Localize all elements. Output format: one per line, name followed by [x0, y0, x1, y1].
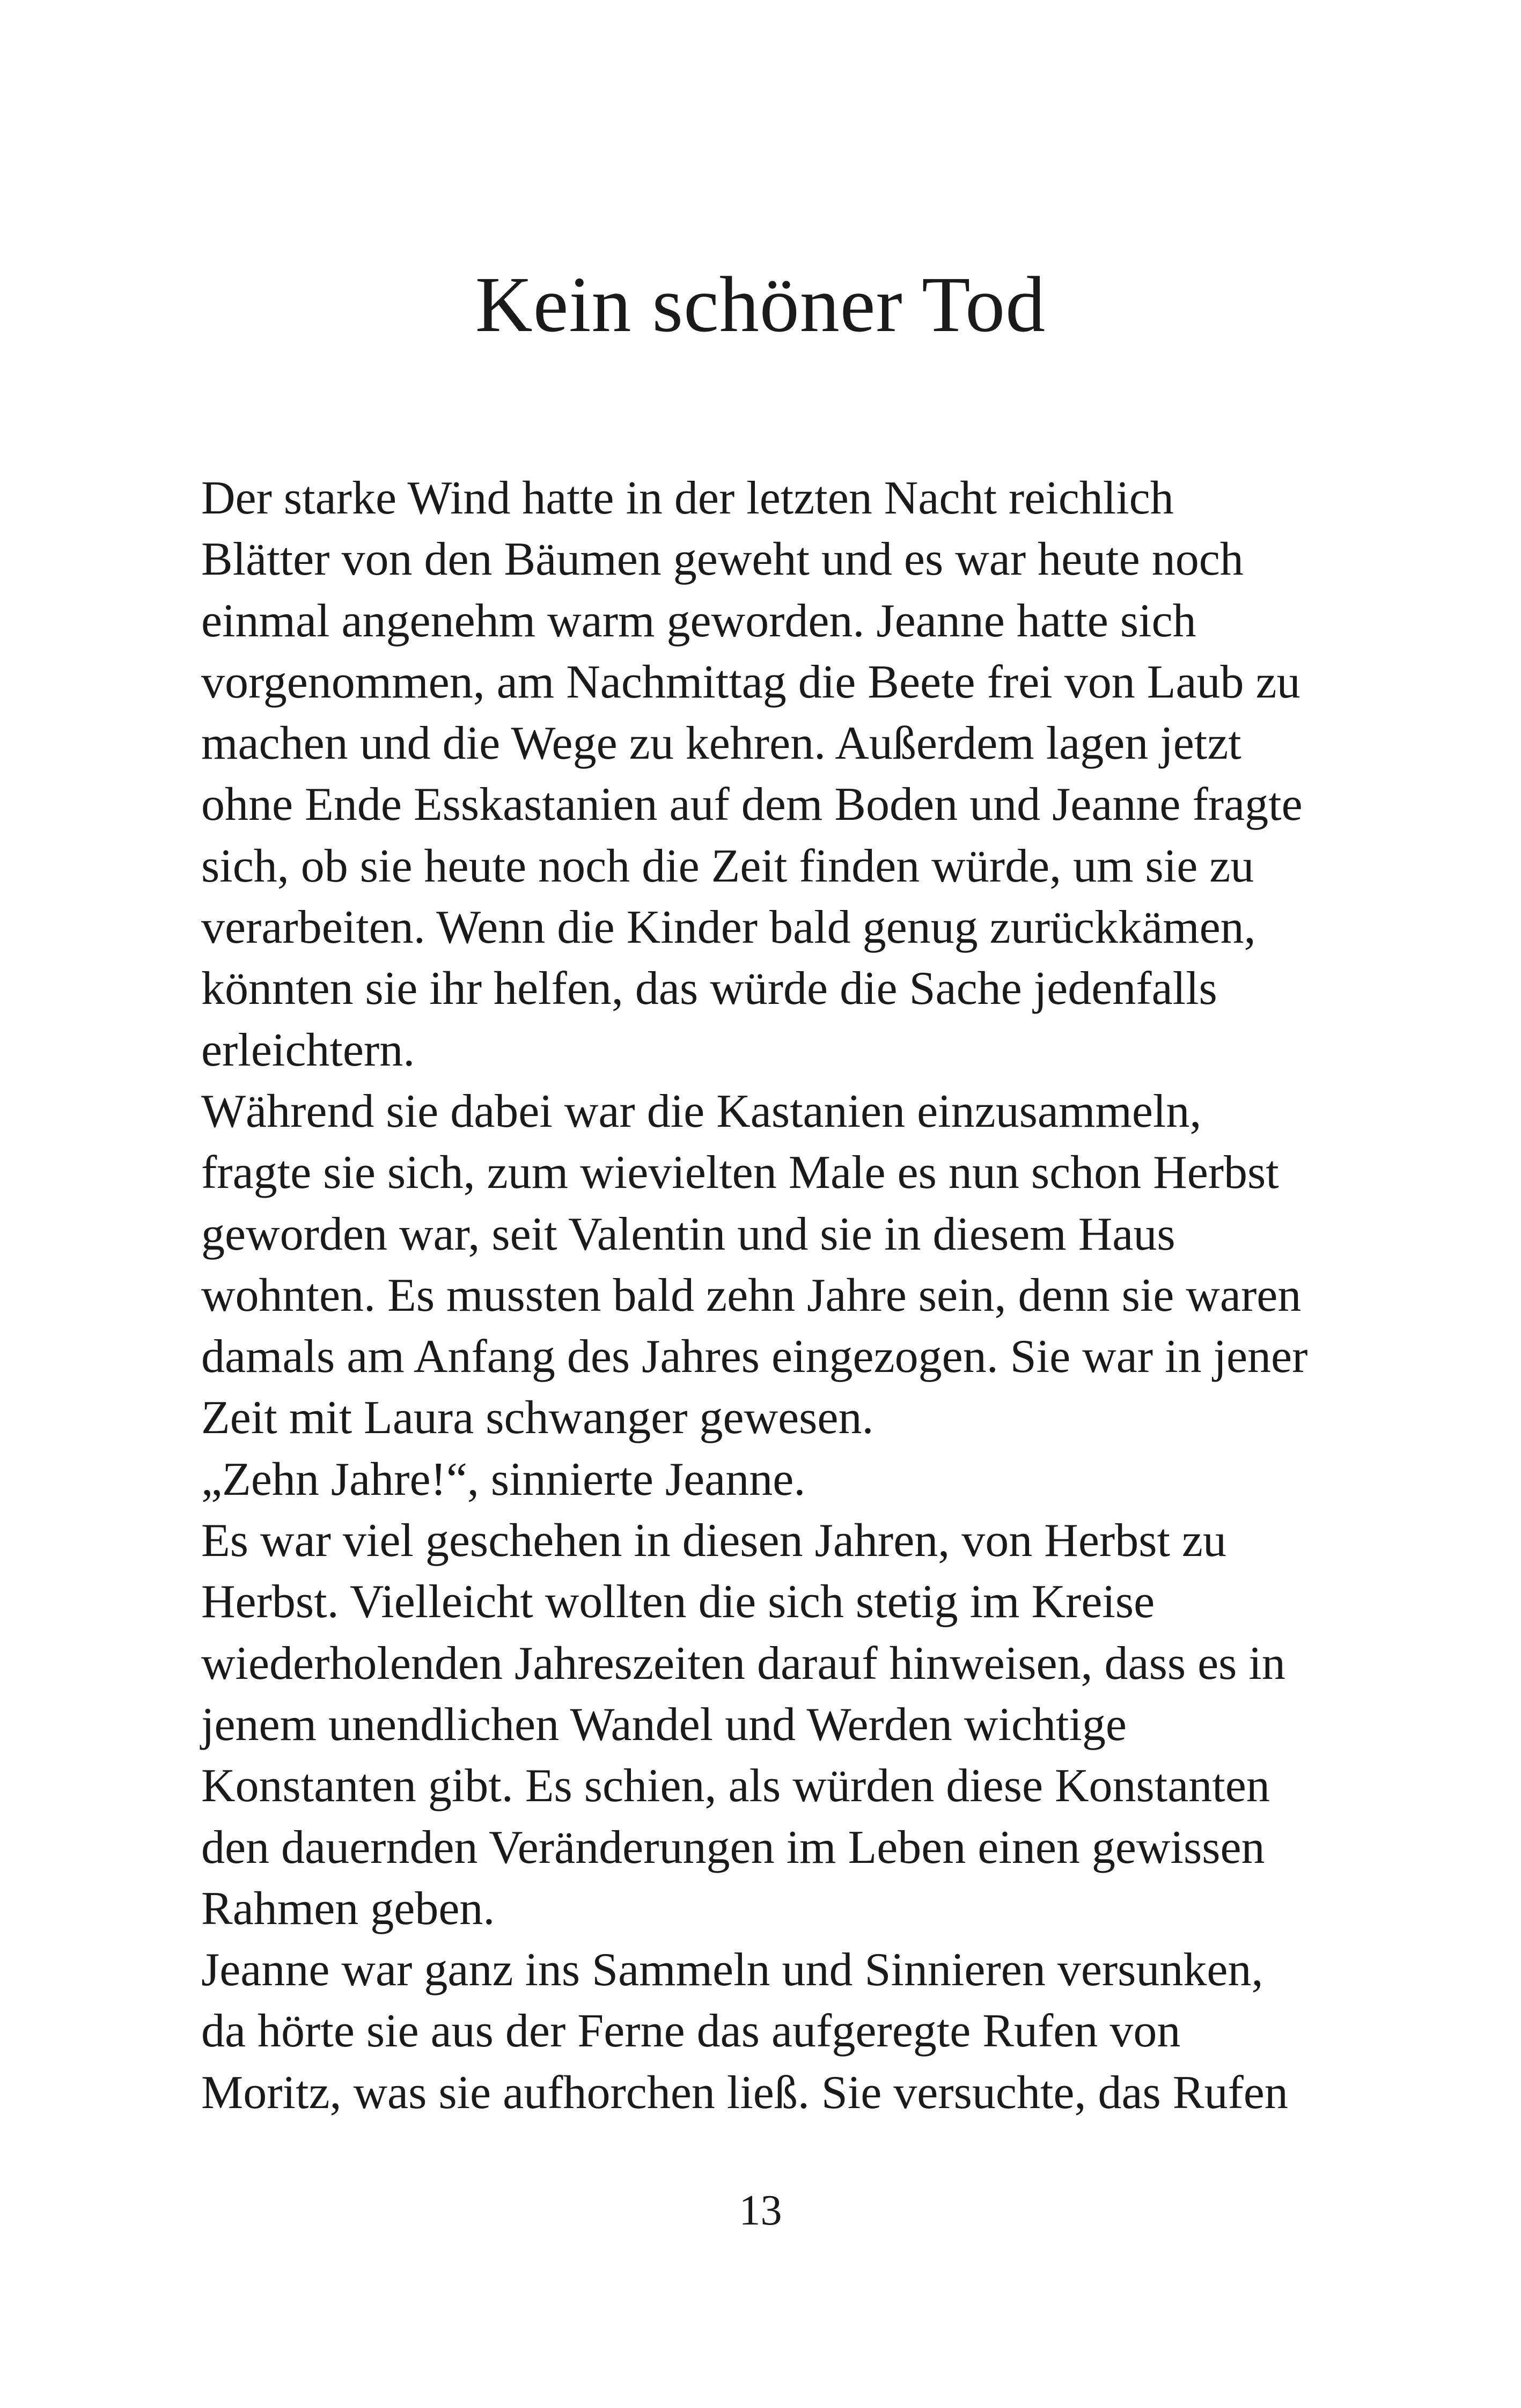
text-line: wiederholenden Jahreszeiten darauf hinweisen, dass es in	[201, 1637, 1285, 1690]
text-line: Während sie dabei war die Kastanien einzusammeln,	[201, 1085, 1202, 1137]
text-line: den dauernden Veränderungen im Leben einen gewissen	[201, 1821, 1265, 1874]
body-text	[201, 468, 1360, 2124]
text-line: erleichtern.	[201, 1024, 415, 1076]
text-line: jenem unendlichen Wandel und Werden wichtige	[201, 1698, 1127, 1751]
text-line: Konstanten gibt. Es schien, als würden diese Konstanten	[201, 1760, 1270, 1812]
chapter-title: Kein schöner Tod	[475, 261, 1046, 349]
text-line: Herbst. Vielleicht wollten die sich stetig im Kreise	[201, 1576, 1155, 1628]
text-line: Es war viel geschehen in diesen Jahren, von Herbst zu	[201, 1515, 1226, 1567]
text-line: verarbeiten. Wenn die Kinder bald genug zurückkämen,	[201, 901, 1256, 954]
text-line: Moritz, was sie aufhorchen ließ. Sie versuchte, das Rufen	[201, 2066, 1288, 2119]
text-line: könnten sie ihr helfen, das würde die Sache jedenfalls	[201, 963, 1217, 1015]
text-line: da hörte sie aus der Ferne das aufgeregte Rufen von	[201, 2005, 1181, 2058]
page-number: 13	[739, 2187, 782, 2234]
text-line: vorgenommen, am Nachmittag die Beete frei von Laub zu	[201, 656, 1300, 708]
text-line: Rahmen geben.	[201, 1882, 495, 1935]
text-line: Jeanne war ganz ins Sammeln und Sinnieren versunken,	[201, 1944, 1263, 1996]
text-line: geworden war, seit Valentin und sie in diesem Haus	[201, 1208, 1175, 1260]
text-line: Blätter von den Bäumen geweht und es war heute noch	[201, 533, 1244, 586]
text-line: einmal angenehm warm geworden. Jeanne hatte sich	[201, 594, 1196, 647]
text-line: damals am Anfang des Jahres eingezogen. Sie war in jener	[201, 1331, 1308, 1383]
text-line: wohnten. Es mussten bald zehn Jahre sein, denn sie waren	[201, 1269, 1302, 1322]
text-line: „Zehn Jahre!“, sinnierte Jeanne.	[201, 1453, 806, 1506]
text-line: Der starke Wind hatte in der letzten Nacht reichlich	[201, 472, 1174, 524]
text-line: sich, ob sie heute noch die Zeit finden würde, um sie zu	[201, 840, 1254, 892]
text-line: Zeit mit Laura schwanger gewesen.	[201, 1392, 874, 1444]
text-line: ohne Ende Esskastanien auf dem Boden und Jeanne fragte	[201, 779, 1303, 831]
text-line: fragte sie sich, zum wievielten Male es nun schon Herbst	[201, 1147, 1279, 1199]
text-line: machen und die Wege zu kehren. Außerdem lagen jetzt	[201, 717, 1241, 770]
